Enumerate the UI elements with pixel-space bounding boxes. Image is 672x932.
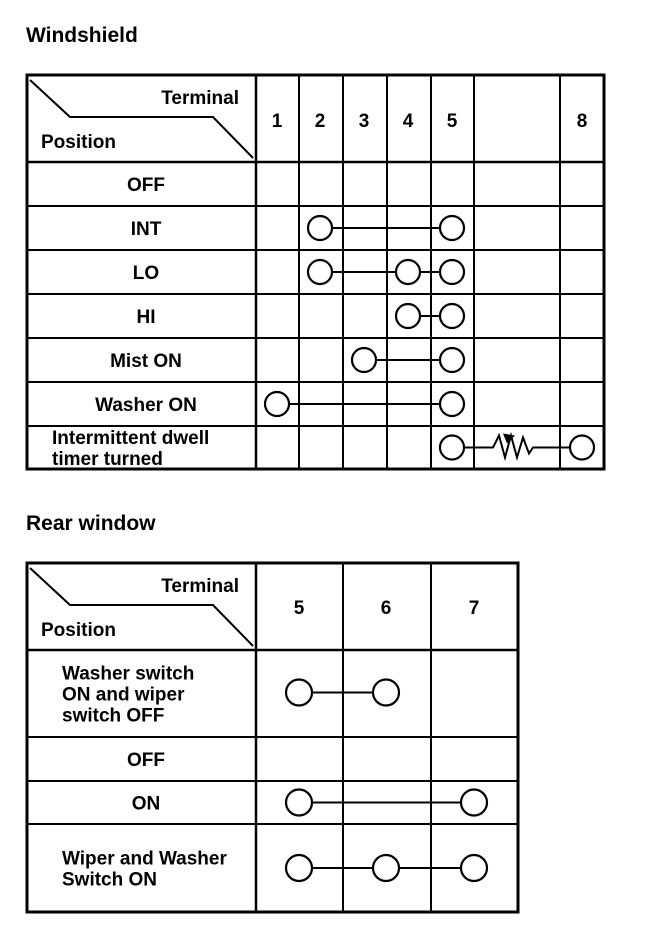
windshield-header-position: Position (41, 132, 116, 153)
rear-window-position-label: OFF (127, 750, 165, 771)
rear-window-position-label: Washer switch (62, 663, 195, 685)
rear-window-position-label: ON and wiper (62, 684, 185, 706)
rear-window-position-label: ON (131, 793, 161, 815)
windshield-terminal-2: 2 (314, 111, 326, 132)
windshield-terminal-1: 1 (271, 111, 283, 132)
windshield-title: Windshield (26, 24, 138, 47)
rear-window-title: Rear window (26, 512, 156, 535)
rear-window-position-label: switch OFF (62, 705, 165, 727)
windshield-terminal-connection-circle (396, 260, 420, 284)
windshield-position-label: INT (130, 219, 162, 240)
rear-window-terminal-connection-circle (286, 790, 312, 816)
windshield-position-label: LO (132, 263, 160, 284)
rear-window-position-label: Switch ON (62, 869, 158, 891)
windshield-terminal-5: 5 (446, 111, 458, 132)
windshield-terminal-3: 3 (358, 111, 370, 132)
windshield-terminal-connection-circle (352, 348, 376, 372)
windshield-terminal-connection-circle (308, 216, 332, 240)
windshield-position-label: timer turned (52, 449, 163, 470)
windshield-terminal-connection-circle (440, 260, 464, 284)
rear-window-terminal-6: 6 (380, 598, 392, 619)
rear-window-position-label: Wiper and Washer (62, 848, 227, 870)
windshield-header-terminal: Terminal (161, 88, 239, 109)
windshield-terminal-connection-circle (308, 260, 332, 284)
windshield-position-label: HI (136, 307, 156, 328)
windshield-terminal-connection-circle (265, 392, 289, 416)
windshield-resistor-symbol (452, 436, 582, 458)
windshield-terminal-connection-circle (440, 436, 464, 460)
windshield-terminal-connection-circle (440, 348, 464, 372)
rear-window-terminal-connection-circle (373, 855, 399, 881)
windshield-terminal-connection-circle (570, 436, 594, 460)
rear-window-header-position: Position (41, 620, 116, 641)
rear-window-terminal-connection-circle (461, 855, 487, 881)
rear-window-terminal-connection-circle (286, 855, 312, 881)
rear-window-terminal-connection-circle (373, 680, 399, 706)
windshield-terminal-connection-circle (440, 304, 464, 328)
windshield-position-label: Mist ON (110, 351, 182, 372)
rear-window-terminal-7: 7 (468, 598, 480, 619)
windshield-terminal-connection-circle (440, 216, 464, 240)
rear-window-terminal-connection-circle (461, 790, 487, 816)
windshield-terminal-4: 4 (402, 111, 414, 132)
rear-window-terminal-connection-circle (286, 680, 312, 706)
windshield-position-label: Intermittent dwell (52, 428, 210, 449)
rear-window-header-terminal: Terminal (161, 576, 239, 597)
windshield-terminal-connection-circle (440, 392, 464, 416)
windshield-position-label: OFF (127, 175, 165, 196)
windshield-terminal-connection-circle (396, 304, 420, 328)
windshield-terminal-8: 8 (576, 111, 588, 132)
windshield-position-label: Washer ON (95, 395, 197, 416)
rear-window-terminal-5: 5 (293, 598, 305, 619)
